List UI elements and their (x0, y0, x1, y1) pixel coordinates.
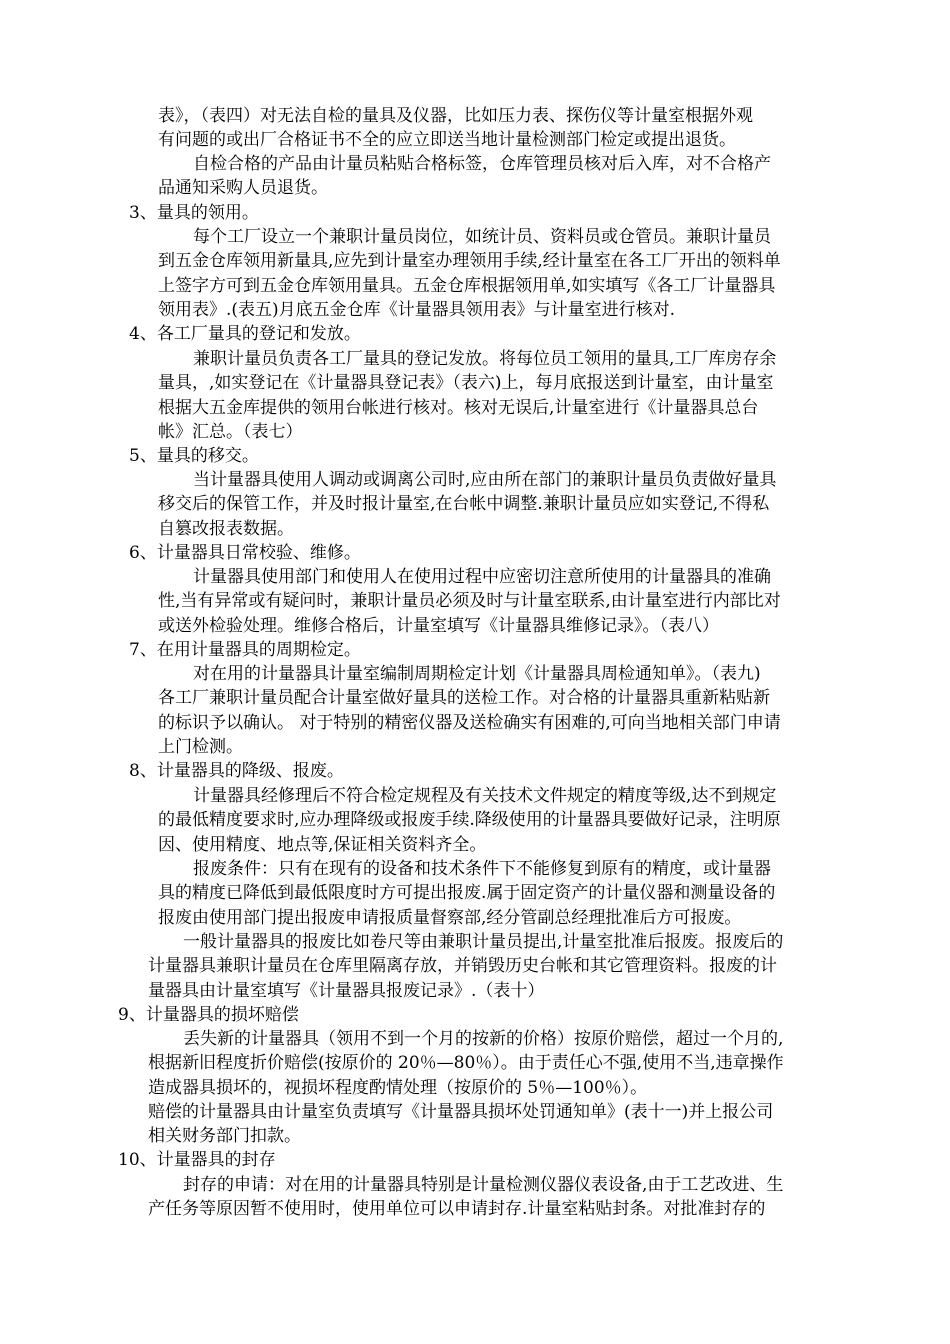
paragraph-section-8-downgrade: 计量器具经修理后不符合检定规程及有关技术文件规定的精度等级,达不到规定 的最低精度要求时,应办理降级或报废手续.降级使用的计量器具要做好记录，注明原 因、使用精度、地点等,保证相关资料齐全。 (158, 786, 781, 855)
paragraph-section-7: 对在用的计量器具计量室编制周期检定计划《计量器具周检通知单》。（表九) 各工厂兼职计量员配合计量室做好量具的送检工作。对合格的计量器具重新粘贴新 的标识予以确认。 对于特别的精密仪器及送检确实有困难的,可向当地相关部门申请 上门检测。 (158, 664, 781, 757)
heading-section-9: 9、计量器具的损坏赔偿 (118, 1005, 299, 1025)
paragraph-section-4: 兼职计量员负责各工厂量具的登记发放。将每位员工领用的量具,工厂库房存余 量具，,如实登记在《计量器具登记表》（表六)上，每月底报送到计量室，由计量室 根据大五金库提供的领用台帐进行核对。核对无误后,计量室进行《计量器具总台 帐》汇总。（表七） (158, 349, 777, 442)
paragraph-section-9-compensation: 丢失新的计量器具（领用不到一个月的按新的价格）按原价赔偿，超过一个月的, 根据新旧程度折价赔偿(按原价的 20％—80％）。由于责任心不强,使用不当,违章操作 造成器具损坏的，视损坏程度酌情处理（按原价的 5％—100％）。 (148, 1029, 784, 1098)
paragraph-section-9-notice: 赔偿的计量器具由计量室负责填写《计量器具损坏处罚通知单》(表十一)并上报公司 相关财务部门扣款。 (148, 1102, 774, 1147)
heading-section-8: 8、计量器具的降级、报废。 (129, 761, 344, 781)
heading-section-7: 7、在用计量器具的周期检定。 (129, 640, 361, 660)
heading-section-6: 6、计量器具日常校验、维修。 (129, 543, 361, 563)
paragraph-section-6: 计量器具使用部门和使用人在使用过程中应密切注意所使用的计量器具的准确 性,当有异常或有疑问时，兼职计量员必须及时与计量室联系,由计量室进行内部比对 或送外检验处理。维修合格后，计量室填写《计量器具维修记录》。（表八） (158, 567, 781, 636)
heading-section-4: 4、各工厂量具的登记和发放。 (129, 324, 361, 344)
paragraph-self-inspection-label: 自检合格的产品由计量员粘贴合格标签，仓库管理员核对后入库，对不合格产 品通知采购人员退货。 (158, 154, 771, 199)
heading-section-3: 3、量具的领用。 (129, 203, 259, 223)
heading-section-5: 5、量具的移交。 (129, 446, 259, 466)
paragraph-section-5: 当计量器具使用人调动或调离公司时,应由所在部门的兼职计量员负责做好量具 移交后的保管工作，并及时报计量室,在台帐中调整.兼职计量员应如实登记,不得私 自篡改报表数据。 (158, 470, 777, 539)
heading-section-10: 10、计量器具的封存 (118, 1150, 276, 1170)
paragraph-self-inspection-continued: 表》，（表四）对无法自检的量具及仪器，比如压力表、探伤仪等计量室根据外观 有问题的或出厂合格证书不全的应立即送当地计量检测部门检定或提出退货。 (158, 106, 753, 151)
paragraph-section-10: 封存的申请：对在用的计量器具特别是计量检测仪器仪表设备,由于工艺改进、生 产任务等原因暂不使用时，使用单位可以申请封存.计量室粘贴封条。对批准封存的 (148, 1175, 784, 1220)
paragraph-section-8-scrap-conditions: 报废条件：只有在现有的设备和技术条件下不能修复到原有的精度，或计量器 具的精度已降低到最低限度时方可提出报废.属于固定资产的计量仪器和测量设备的 报废由使用部门提出报废申请报质量督察部,经分管副总经理批准后方可报废。 (158, 859, 776, 928)
paragraph-section-3: 每个工厂设立一个兼职计量员岗位，如统计员、资料员或仓管员。兼职计量员 到五金仓库领用新量具,应先到计量室办理领用手续,经计量室在各工厂开出的领料单 上签字方可到五金仓库领用量具。五金仓库根据领用单,如实填写《各工厂计量器具 领用表》.(表五)月底五金仓库《计量器具领用表》与计量室进行核对. (158, 227, 781, 320)
paragraph-section-8-general-scrap: 一般计量器具的报废比如卷尺等由兼职计量员提出,计量室批准后报废。报废后的 计量器具兼职计量员在仓库里隔离存放，并销毁历史台帐和其它管理资料。报废的计 量器具由计量室填写《计量器具报废记录》.（表十） (148, 932, 784, 1001)
